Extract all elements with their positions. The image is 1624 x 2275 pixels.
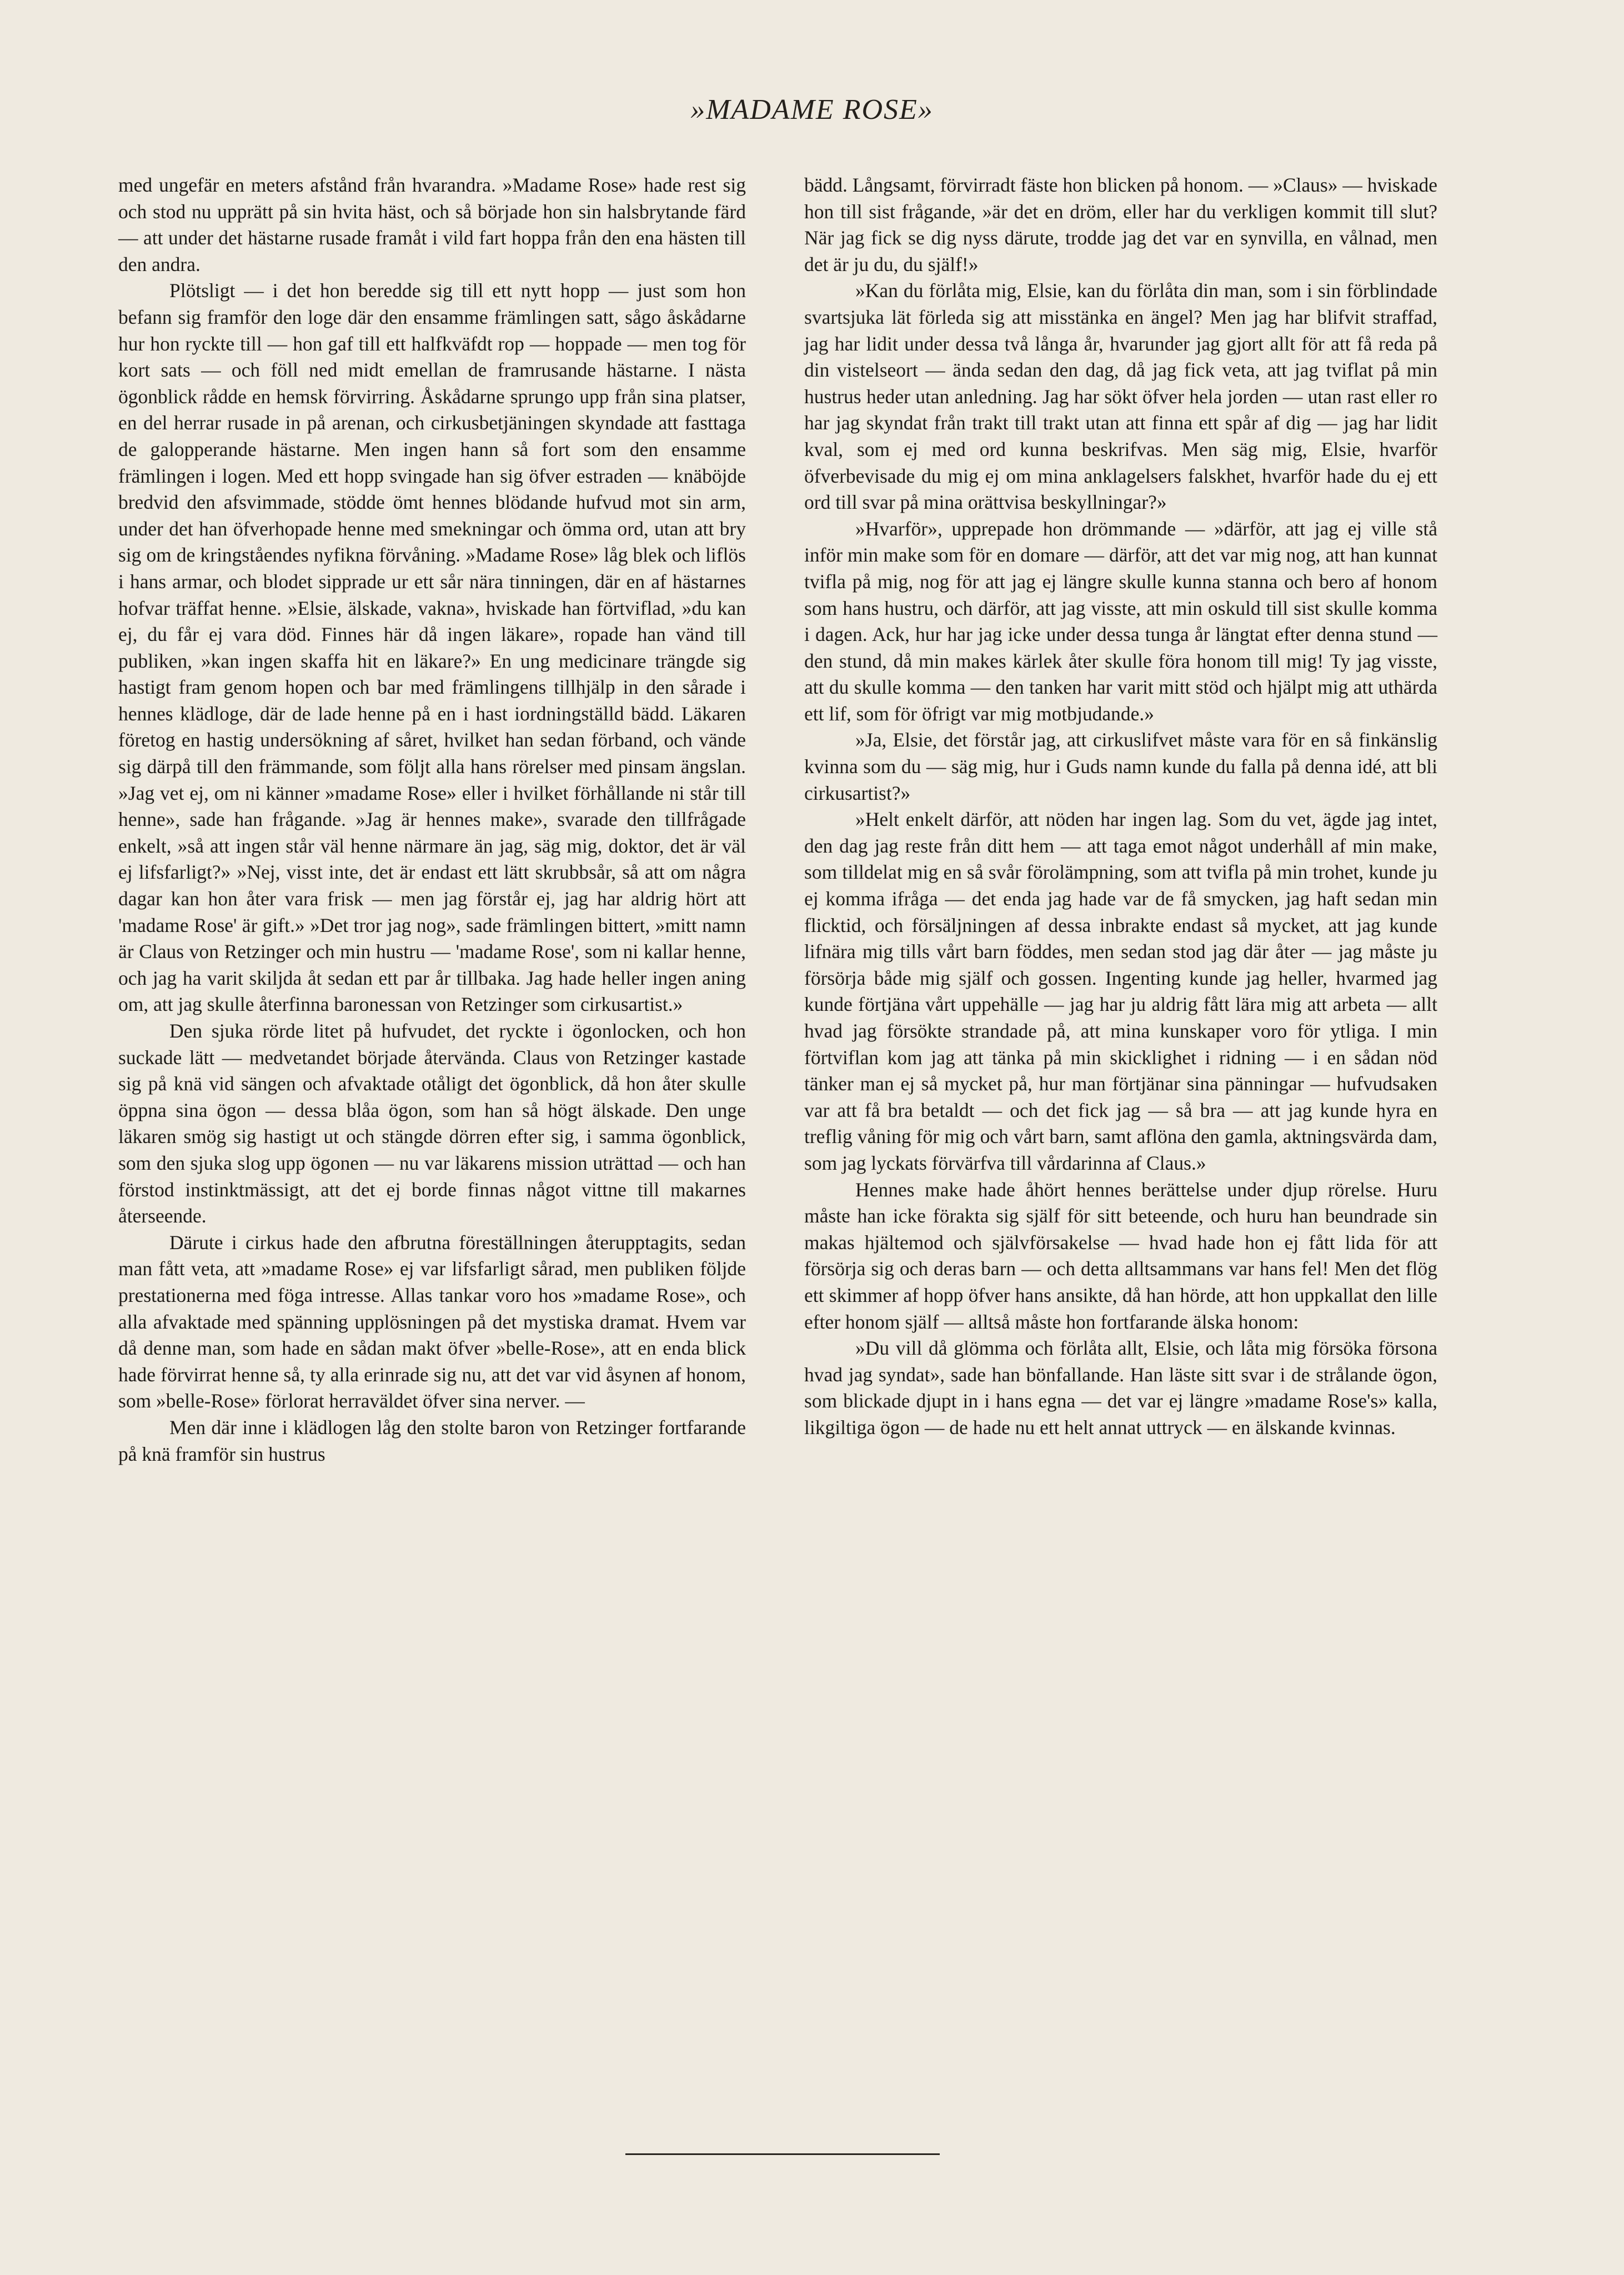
paragraph: »Helt enkelt därför, att nöden har ingen lag. Som du vet, ägde jag intet, den dag jag reste från ditt hem — att taga emot något underhåll af min make, som tilldelat mig en så svår förolämpning, som att tvifla på min trohet, kunde ju ej komma ifråga — det enda jag hade var de få smycken, jag haft sedan min flicktid, och försäljningen af dessa inbrakte endast så mycket, att jag kunde lifnära mig tills vårt barn föddes, men sedan stod jag där åter — jag måste ju försörja både mig själf och gossen. Ingenting kunde jag heller, hvarmed jag kunde förtjäna vårt uppehälle — jag har ju aldrig fått lära mig att arbeta — allt hvad jag försökte strandade på, att mina kunskaper voro för ytliga. I min förtviflan kom jag att tänka på min skicklighet i ridning — i en sådan nöd tänker man ej så mycket på, hur man förtjänar sina pänningar — hufvudsaken var att få bra betaldt — och det fick jag — så bra — att jag kunde hyra en treflig våning för mig och vårt barn, samt aflöna den gamla, aktningsvärda dam, som jag lyckats förvärfva till vårdarinna af Claus.» [804,808,1437,1174]
paragraph: Därute i cirkus hade den afbrutna föreställningen återupptagits, sedan man fått veta, att »madame Rose» ej var lifsfarligt sårad, men publiken följde prestationerna med föga intresse. Allas tankar voro hos »madame Rose», och alla afvaktade med spänning upplösningen på det mystiska dramat. Hvem var då denne man, som hade en sådan makt öfver »belle-Rose», att en enda blick hade förvirrat henne så, ty alla erinrade sig nu, att det var vid åsynen af honom, som »belle-Rose» förlorat herraväldet öfver sina nerver. — [118,1231,746,1412]
end-rule [625,2153,940,2155]
running-title: »MADAME ROSE» [690,94,934,126]
paragraph: »Ja, Elsie, det förstår jag, att cirkuslifvet måste vara för en så finkänslig kvinna som du — säg mig, hur i Guds namn kunde du falla på denna idé, att bli cirkusartist?» [804,729,1437,804]
paragraph: Plötsligt — i det hon beredde sig till ett nytt hopp — just som hon befann sig framför den loge där den ensamme främlingen satt, sågo åskådarne hur hon ryckte till — hon gaf till ett halfkväfdt rop — hoppade — men tog för kort sats — och föll ned midt emellan de framrusande hästarne. I nästa ögonblick rådde en hemsk förvirring. Åskådarne sprungo upp från sina platser, en del herrar rusade in på arenan, och cirkusbetjäningen skyndade att fasttaga de galopperande hästarne. Men ingen hann så fort som den ensamme främlingen i logen. Med ett hopp svingade han sig öfver estraden — knäböjde bredvid den afsvimmade, stödde ömt hennes blödande hufvud mot sin arm, under det han öfverhopade henne med smekningar och ömma ord, utan att bry sig om de kringståendes nyfikna förvåning. »Madame Rose» låg blek och liflös i hans armar, och blodet sipprade ur ett sår nära tinningen, där en af hästarnes hofvar träffat henne. »Elsie, älskade, vakna», hviskade han förtviflad, »du kan ej, du får ej vara död. Finnes här då ingen läkare», ropade han vänd till publiken, »kan ingen skaffa hit en läkare?» En ung medicinare trängde sig hastigt fram genom hopen och bar med främlingens tillhjälp in den sårade i hennes klädloge, där de lade henne på en i hast iordningställd bädd. Läkaren företog en hastig undersökning af såret, hvilket han sedan förband, och vände sig därpå till den främmande, som följt alla hans rörelser med pinsam ängslan. »Jag vet ej, om ni känner »madame Rose» eller i hvilket förhållande ni står till henne», sade han frågande. »Jag är hennes make», svarade den tillfrågade enkelt, »så att ingen står väl henne närmare än jag, säg mig, doktor, det är väl ej lifsfarligt?» »Nej, visst inte, det är endast ett lätt skrubbsår, så att om några dagar kan hon åter vara frisk — men jag förstår ej, jag har aldrig hört att 'madame Rose' är gift.» »Det tror jag nog», sade främlingen bittert, »mitt namn är Claus von Retzinger och min hustru — 'madame Rose', som ni kallar henne, och jag ha varit skiljda åt sedan ett par år tillbaka. Jag hade heller ingen aning om, att jag skulle återfinna baronessan von Retzinger som cirkusartist.» [118,279,746,1016]
paragraph: Men där inne i klädlogen låg den stolte baron von Retzinger fortfarande på knä framför sin hustrus [118,1416,746,1465]
paragraph: »Du vill då glömma och förlåta allt, Elsie, och låta mig försöka försona hvad jag syndat», sade han bönfallande. Han läste sitt svar i de strålande ögon, som blickade djupt in i hans egna — det var ej längre »madame Rose's» kalla, likgiltiga ögon — de hade nu ett helt annat uttryck — en älskande kvinnas. [804,1337,1437,1439]
right-column [804,172,1437,1441]
paragraph: Hennes make hade åhört hennes berättelse under djup rörelse. Huru måste han icke förakta sig själf för sitt beteende, och huru han beundrade sin makas hjältemod och självförsakelse — hvad hade hon ej fått lida för att försörja sig och deras barn — och detta alltsammans var hans fel! Men det flög ett skimmer af hopp öfver hans ansikte, då han hörde, att hon uppkallat den lille efter honom själf — alltså måste hon fortfarande älska honom: [804,1178,1437,1333]
paragraph: bädd. Långsamt, förvirradt fäste hon blicken på honom. — »Claus» — hviskade hon till sist frågande, »är det en dröm, eller har du verkligen kommit till slut? När jag fick se dig nyss därute, trodde jag det var en synvilla, en vålnad, men det är ju du, du själf!» [804,174,1437,275]
paragraph: Den sjuka rörde litet på hufvudet, det ryckte i ögonlocken, och hon suckade lätt — medvetandet började återvända. Claus von Retzinger kastade sig på knä vid sängen och afvaktade otåligt det ögonblick, då hon åter skulle öppna sina ögon — dessa blåa ögon, som han så högt älskade. Den unge läkaren smög sig hastigt ut och stängde dörren efter sig, i samma ögonblick, som den sjuka slog upp ögonen — nu var läkarens mission uträttad — och han förstod instinktmässigt, att det ej borde finnas något vittne till makarnes återseende. [118,1020,746,1227]
paragraph: »Hvarför», upprepade hon drömmande — »därför, att jag ej ville stå inför min make som för en domare — därför, att det var mig nog, att han kunnat tvifla på mig, nog för att jag ej längre skulle kunna stanna och bero af honom som hans hustru, och därför, att jag visste, att min oskuld till sist skulle komma i dagen. Ack, hur har jag icke under dessa tunga år längtat efter denna stund — den stund, då min makes kärlek åter skulle föra honom till mig! Ty jag visste, att du skulle komma — den tanken har varit mitt stöd och hjälpt mig att uthärda ett lif, som för öfrigt var mig motbjudande.» [804,517,1437,725]
paragraph: med ungefär en meters afstånd från hvarandra. »Madame Rose» hade rest sig och stod nu upprätt på sin hvita häst, och så började hon sin halsbrytande färd — att under det hästarne rusade framåt i vild fart hoppa från den ena hästen till den andra. [118,174,746,275]
left-column [118,172,746,1467]
paragraph: »Kan du förlåta mig, Elsie, kan du förlåta din man, som i sin förblindade svartsjuka lät förleda sig att misstänka en ängel? Men jag har blifvit straffad, jag har lidit under dessa två långa år, hvarunder jag gjort allt för att få reda på din vistelseort — ända sedan den dag, då jag fick veta, att jag tviflat på min hustrus heder utan anledning. Jag har sökt öfver hela jorden — utan rast eller ro har jag skyndat från trakt till trakt utan att finna ett spår af dig — jag har lidit kval, som ej med ord kunna beskrifvas. Men säg mig, Elsie, hvarför öfverbevisade du mig ej om mina anklagelsers falskhet, hvarför hade du ej ett ord till svar på mina orättvisa beskyllningar?» [804,279,1437,514]
